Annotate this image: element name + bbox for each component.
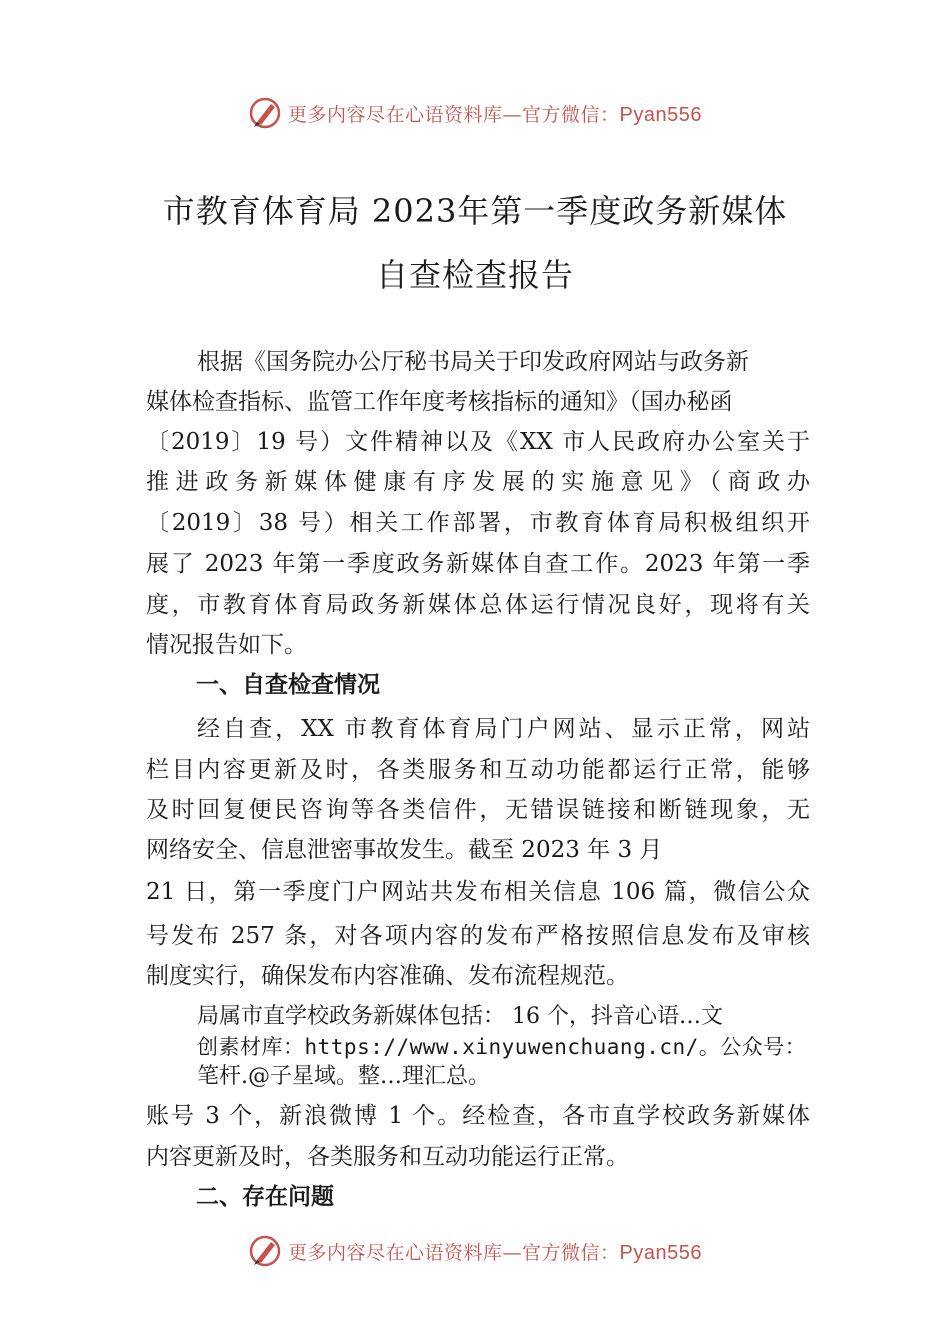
watermark-footer xyxy=(0,1234,950,1268)
section-heading-1: 一、自查检查情况 xyxy=(196,672,380,698)
paragraph-line: 制度实行，确保发布内容准确、发布流程规范。 xyxy=(146,963,629,989)
watermark-text: 更多内容尽在心语资料库—官方微信：Pyan556 xyxy=(288,103,702,126)
paragraph-line: 及时回复便民咨询等各类信件，无错误链接和断链现象，无 xyxy=(146,797,810,823)
paragraph-line: 推进政务新媒体健康有序发展的实施意见》（商政办 xyxy=(146,469,810,495)
paragraph-line: 账号 3 个，新浪微博 1 个。经检查，各市直学校政务新媒体 xyxy=(146,1103,810,1129)
document-title-line1: 市教育体育局 2023年第一季度政务新媒体 xyxy=(162,192,788,230)
paragraph-line: 内容更新及时，各类服务和互动功能运行正常。 xyxy=(146,1144,629,1170)
watermark-header xyxy=(0,96,950,130)
paragraph-line: 情况报告如下。 xyxy=(146,632,307,658)
watermark-text: 更多内容尽在心语资料库—官方微信：Pyan556 xyxy=(288,1241,702,1264)
inserted-text-line: 局属市直学校政务新媒体包括： 16 个，抖音心语…文 xyxy=(197,1004,723,1029)
section-heading-2: 二、存在问题 xyxy=(196,1184,334,1210)
paragraph-line: 度，市教育体育局政务新媒体总体运行情况良好，现将有关 xyxy=(146,592,810,618)
paragraph-line: 〔2019〕19 号）文件精神以及《XX 市人民政府办公室关于 xyxy=(146,429,810,455)
paragraph-line: 号发布 257 条，对各项内容的发布严格按照信息发布及审核 xyxy=(146,923,810,949)
pen-logo-icon xyxy=(248,96,282,130)
document-title-line2: 自查检查报告 xyxy=(375,256,574,294)
paragraph-line: 经自查，XX 市教育体育局门户网站、显示正常，网站 xyxy=(197,716,810,742)
paragraph-line: 媒体检查指标、监管工作年度考核指标的通知》（国办秘函 xyxy=(146,389,733,415)
inserted-text-line: 笔杆.@子星域。整…理汇总。 xyxy=(197,1064,490,1089)
paragraph-line: 〔2019〕38 号）相关工作部署，市教育体育局积极组织开 xyxy=(146,510,810,536)
paragraph-line: 根据《国务院办公厅秘书局关于印发政府网站与政务新 xyxy=(197,349,749,375)
paragraph-line: 21 日，第一季度门户网站共发布相关信息 106 篇，微信公众 xyxy=(146,879,810,905)
paragraph-line: 网络安全、信息泄密事故发生。截至 2023 年 3 月 xyxy=(146,837,663,863)
pen-logo-icon xyxy=(248,1234,282,1268)
paragraph-line: 展了 2023 年第一季度政务新媒体自查工作。2023 年第一季 xyxy=(146,551,810,577)
paragraph-line: 栏目内容更新及时，各类服务和互动功能都运行正常，能够 xyxy=(146,757,810,783)
inserted-text-line: 创素材库：https://www.xinyuwenchuang.cn/。公众号： xyxy=(197,1035,807,1059)
